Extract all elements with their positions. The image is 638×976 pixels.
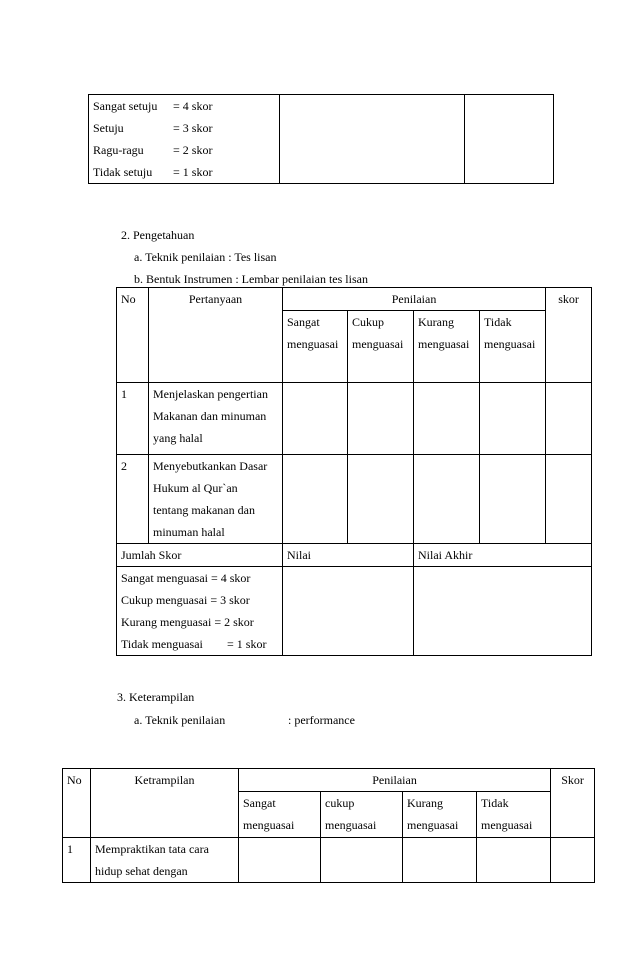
legend-row: Sangat menguasai = 4 skor bbox=[121, 571, 251, 585]
empty-cell bbox=[283, 567, 414, 656]
subheader-cukup: Cukup menguasai bbox=[348, 311, 414, 383]
score-cell bbox=[551, 838, 595, 883]
subheader-sangat: Sangat menguasai bbox=[239, 792, 321, 838]
row-skill: Mempraktikan tata cara hidup sehat dengan bbox=[91, 838, 239, 883]
row-no: 2 bbox=[117, 455, 149, 544]
attitude-legend-cell bbox=[89, 95, 280, 184]
header-score: Skor bbox=[551, 769, 595, 838]
score-cell bbox=[546, 455, 592, 544]
subheader-kurang: Kurang menguasai bbox=[403, 792, 477, 838]
legend-row: Sangat setuju = 4 skor bbox=[93, 99, 213, 113]
technique-line: a. Teknik penilaian : Tes lisan bbox=[134, 250, 277, 264]
instrument-line: b. Bentuk Instrumen : Lembar penilaian tes lisan bbox=[134, 272, 368, 286]
skills-assessment-table bbox=[62, 768, 595, 883]
score-cell bbox=[239, 838, 321, 883]
row-no: 1 bbox=[117, 383, 149, 455]
score-cell bbox=[546, 383, 592, 455]
score-cell bbox=[480, 383, 546, 455]
score-cell bbox=[348, 455, 414, 544]
subheader-kurang: Kurang menguasai bbox=[414, 311, 480, 383]
total-score-label: Jumlah Skor bbox=[117, 544, 283, 567]
header-score: skor bbox=[546, 288, 592, 383]
nilai-akhir-label: Nilai Akhir bbox=[414, 544, 592, 567]
header-assessment: Penilaian bbox=[239, 769, 551, 792]
nilai-label: Nilai bbox=[283, 544, 414, 567]
legend-row: Cukup menguasai = 3 skor bbox=[121, 593, 250, 607]
subheader-sangat: Sangat menguasai bbox=[283, 311, 348, 383]
legend-row: Setuju = 3 skor bbox=[93, 121, 213, 135]
subheader-cukup: cukup menguasai bbox=[321, 792, 403, 838]
score-cell bbox=[477, 838, 551, 883]
score-cell bbox=[283, 383, 348, 455]
header-assessment: Penilaian bbox=[283, 288, 546, 311]
legend-row: Tidak setuju = 1 skor bbox=[93, 165, 213, 179]
row-question: Menjelaskan pengertian Makanan dan minuman yang halal bbox=[149, 383, 283, 455]
legend-row: Tidak menguasai = 1 skor bbox=[121, 637, 267, 651]
score-cell bbox=[283, 455, 348, 544]
score-cell bbox=[348, 383, 414, 455]
table-row bbox=[117, 455, 592, 544]
table-row bbox=[63, 838, 595, 883]
skill-technique-line: a. Teknik penilaian : performance bbox=[134, 713, 355, 727]
section-heading-skills: 3. Keterampilan bbox=[117, 690, 195, 704]
knowledge-legend-cell bbox=[117, 567, 283, 656]
score-cell bbox=[403, 838, 477, 883]
empty-cell bbox=[465, 95, 554, 184]
legend-row: Kurang menguasai = 2 skor bbox=[121, 615, 254, 629]
section-heading-knowledge: 2. Pengetahuan bbox=[121, 228, 195, 242]
header-question: Pertanyaan bbox=[149, 288, 283, 383]
score-cell bbox=[480, 455, 546, 544]
score-cell bbox=[414, 455, 480, 544]
score-cell bbox=[321, 838, 403, 883]
row-question: Menyebutkankan Dasar Hukum al Qur`an tentang makanan dan minuman halal bbox=[149, 455, 283, 544]
header-skill: Ketrampilan bbox=[91, 769, 239, 838]
header-no: No bbox=[63, 769, 91, 838]
attitude-score-table bbox=[88, 94, 554, 184]
row-no: 1 bbox=[63, 838, 91, 883]
knowledge-assessment-table bbox=[116, 287, 592, 656]
header-no: No bbox=[117, 288, 149, 383]
table-row bbox=[117, 383, 592, 455]
empty-cell bbox=[414, 567, 592, 656]
subheader-tidak: Tidak menguasai bbox=[477, 792, 551, 838]
legend-row: Ragu-ragu = 2 skor bbox=[93, 143, 213, 157]
empty-cell bbox=[280, 95, 465, 184]
subheader-tidak: Tidak menguasai bbox=[480, 311, 546, 383]
score-cell bbox=[414, 383, 480, 455]
